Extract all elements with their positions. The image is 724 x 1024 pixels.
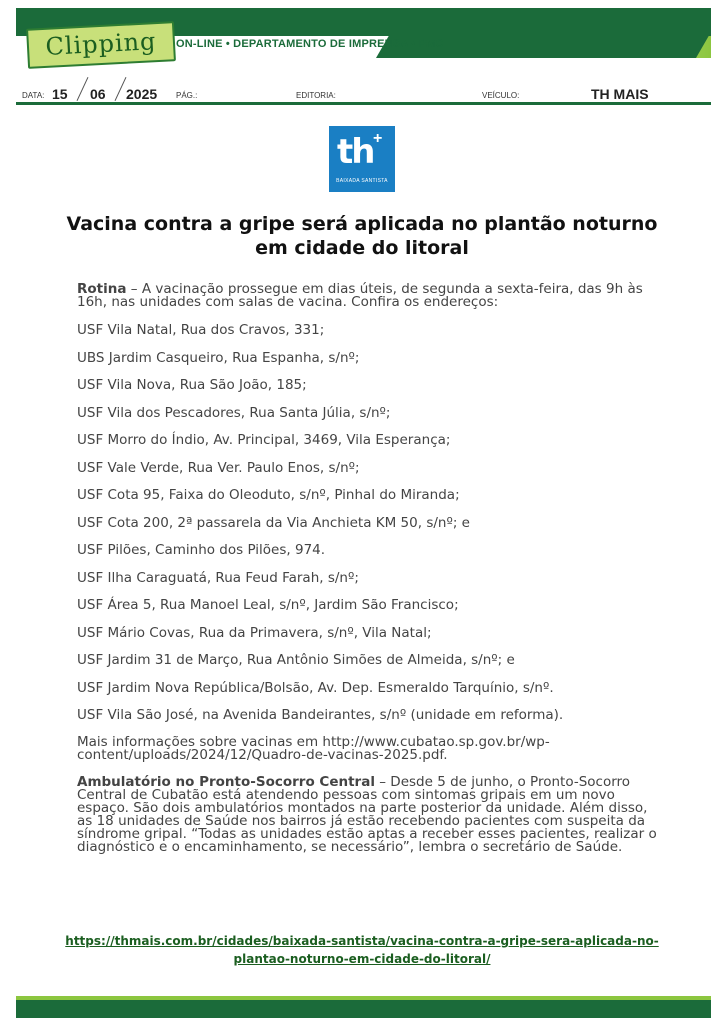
unit-item: USF Morro do Índio, Av. Principal, 3469, Vila Esperança; xyxy=(77,432,451,448)
veiculo-value: TH MAIS xyxy=(591,86,649,102)
unit-item: UBS Jardim Casqueiro, Rua Espanha, s/nº; xyxy=(77,349,360,366)
department-label: ON-LINE • DEPARTAMENTO DE IMPRENSA • PMC xyxy=(176,38,444,50)
more-info-paragraph: Mais informações sobre vacinas em http://www.cubatao.sp.gov.br/wp-content/uploads/2024/12/Quadro-de-vacinas-2025.pdf. xyxy=(77,733,550,763)
editoria-label: EDITORIA: xyxy=(296,91,336,100)
unit-item: USF Área 5, Rua Manoel Leal, s/nº, Jardim São Francisco; xyxy=(77,597,459,613)
unit-item: USF Mário Covas, Rua da Primavera, s/nº, Vila Natal; xyxy=(77,624,432,641)
intro-lead: Rotina xyxy=(77,281,127,297)
th-logo-plus: + xyxy=(373,130,383,147)
ambulatorio-paragraph xyxy=(77,773,667,855)
unit-item: USF Ilha Caraguatá, Rua Feud Farah, s/nº; xyxy=(77,569,359,586)
unit-item: USF Pilões, Caminho dos Pilões, 974. xyxy=(77,542,326,558)
article-body xyxy=(77,283,667,868)
page-label: PÁG.: xyxy=(176,91,198,100)
article-title: Vacina contra a gripe será aplicada no plantão noturno em cidade do litoral xyxy=(66,213,658,259)
clipping-logo xyxy=(26,21,176,69)
unit-item: USF Jardim Nova República/Bolsão, Av. Dep. Esmeraldo Tarquínio, s/nº. xyxy=(77,679,554,696)
ambulatorio-lead: Ambulatório no Pronto-Socorro Central xyxy=(77,773,375,790)
date-separator xyxy=(115,77,127,101)
date-day: 15 xyxy=(52,86,68,102)
ambulatorio-text: – Desde 5 de junho, o Pronto-Socorro Central de Cubatão está atendendo pessoas com sintomas gripais em um novo espaço. São dois ambulatórios montados na parte posterior da unidade. Além disso, as 18 unidades de Saúde nos bairros já estão recebendo pacientes com suspeita da síndrome gripal. “Todas as unidades estão aptas a receber esses pacientes, realizar o diagnóstico e o encaminhamento, se necessário”, lembra o secretário de Saúde. xyxy=(77,773,657,855)
unit-item: USF Vila dos Pescadores, Rua Santa Júlia, s/nº; xyxy=(77,404,391,421)
date-label: DATA: xyxy=(22,91,45,100)
footer-band xyxy=(16,1000,711,1018)
th-logo-subtitle: BAIXADA SANTISTA xyxy=(336,178,388,184)
unit-item: USF Cota 95, Faixa do Oleoduto, s/nº, Pinhal do Miranda; xyxy=(77,487,460,503)
unit-item: USF Cota 200, 2ª passarela da Via Anchieta KM 50, s/nº; e xyxy=(77,514,470,531)
info-row xyxy=(16,80,711,104)
unit-item: USF Vale Verde, Rua Ver. Paulo Enos, s/nº; xyxy=(77,459,360,476)
th-mais-logo xyxy=(329,126,395,192)
unit-item: USF Vila Natal, Rua dos Cravos, 331; xyxy=(77,322,325,338)
clipping-logo-text: Clipping xyxy=(44,27,158,61)
info-divider xyxy=(16,102,711,105)
veiculo-label: VEÍCULO: xyxy=(482,91,520,100)
th-logo-mark: th xyxy=(337,132,374,172)
date-separator xyxy=(77,77,89,101)
intro-text: – A vacinação prossegue em dias úteis, de segunda a sexta-feira, das 9h às 16h, nas unidades com salas de vacina. Confira os endereços: xyxy=(77,281,643,310)
source-link[interactable]: https://thmais.com.br/cidades/baixada-santista/vacina-contra-a-gripe-sera-aplicada-no-plantao-noturno-em-cidade-do-litoral/ xyxy=(65,934,659,966)
unit-item: USF Vila São José, na Avenida Bandeirantes, s/nº (unidade em reforma). xyxy=(77,707,564,723)
date-month: 06 xyxy=(90,86,106,102)
intro-paragraph xyxy=(77,283,667,309)
units-list xyxy=(77,323,667,722)
unit-item: USF Vila Nova, Rua São João, 185; xyxy=(77,377,307,393)
unit-item: USF Jardim 31 de Março, Rua Antônio Simões de Almeida, s/nº; e xyxy=(77,652,515,668)
date-year: 2025 xyxy=(126,86,158,102)
